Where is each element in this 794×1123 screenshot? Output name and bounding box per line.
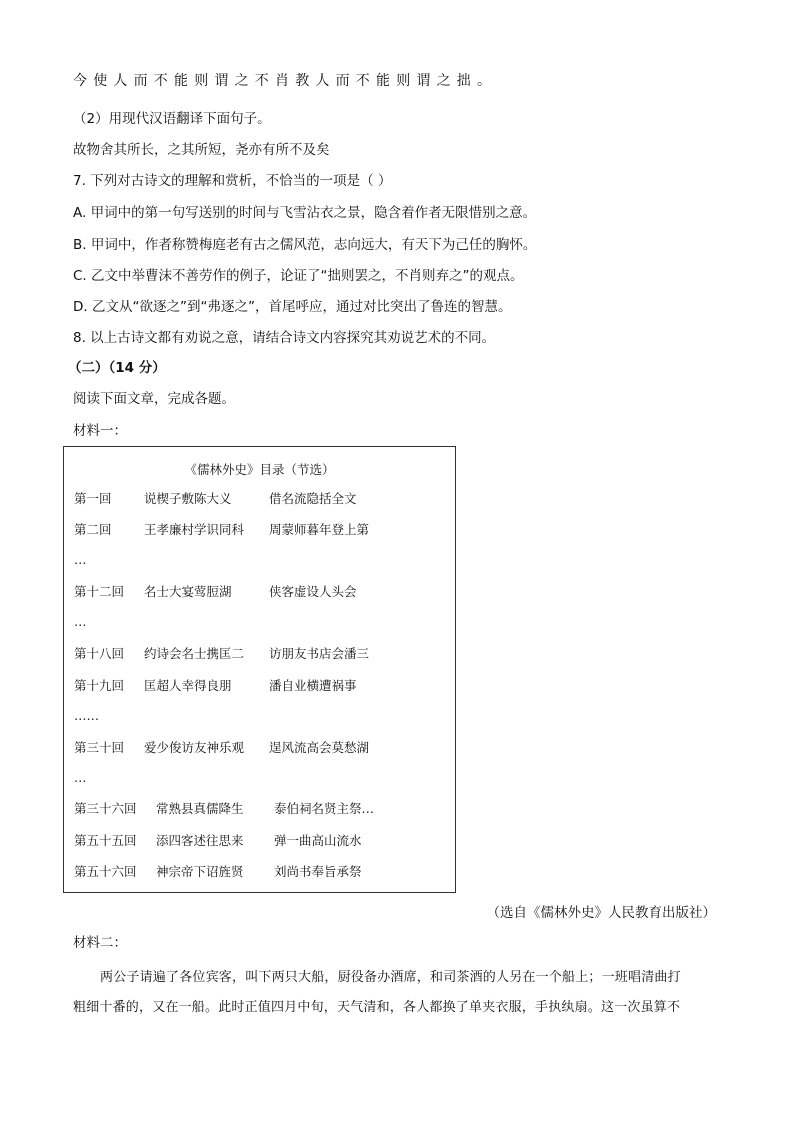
text-line-2: （2）用现代汉语翻译下面句子。: [73, 111, 271, 127]
toc-chapter-number: 第三十回: [74, 740, 125, 755]
toc-chapter-title-b: 潘自业横遭祸事: [269, 678, 357, 693]
text-line-3: 故物舍其所长，之其所短，尧亦有所不及矣: [73, 142, 330, 158]
toc-chapter-number: 第十九回: [74, 678, 125, 693]
toc-chapter-title-a: 添四客述往思来: [156, 833, 244, 848]
toc-chapter-title-b: 刘尚书奉旨承祭: [274, 864, 362, 879]
toc-chapter-title-b: 侠客虚设人头会: [269, 584, 357, 599]
material-1-label: 材料一：: [73, 423, 127, 439]
section-heading: （二）（14 分）: [68, 360, 166, 376]
question-8: 8. 以上古诗文都有劝说之意，请结合诗文内容探究其劝说艺术的不同。: [73, 330, 496, 346]
toc-chapter-number: 第十八回: [74, 646, 125, 661]
question-7: 7. 下列对古诗文的理解和赏析，不恰当的一项是（ ）: [73, 173, 392, 189]
toc-chapter-number: 第五十六回: [74, 864, 137, 879]
toc-chapter-number: …: [74, 552, 87, 567]
material-2-label: 材料二：: [73, 935, 127, 951]
reading-instruction: 阅读下面文章，完成各题。: [73, 391, 235, 407]
text-line-1: 今使人而不能则谓之不肖教人而不能则谓之拙。: [73, 73, 498, 89]
option-c: C. 乙文中举曹沫不善劳作的例子，论证了“拙则罢之，不肖则弃之”的观点。: [73, 268, 524, 284]
source-note: （选自《儒林外史》人民教育出版社）: [486, 905, 716, 921]
toc-chapter-title-a: 王孝廉村学识同科: [144, 522, 245, 537]
material-2-line-1: 两公子请遍了各位宾客，叫下两只大船，厨役备办酒席，和司茶酒的人另在一个船上；一班唱清曲打: [100, 970, 681, 985]
toc-chapter-title-b: 泰伯祠名贤主祭…: [274, 801, 375, 816]
toc-chapter-title-a: 常熟县真儒降生: [156, 801, 244, 816]
toc-chapter-title-b: 逞风流高会莫愁湖: [269, 740, 370, 755]
toc-chapter-title-b: 弹一曲高山流水: [274, 833, 362, 848]
option-d: D. 乙文从“欲逐之”到“弗逐之”，首尾呼应，通过对比突出了鲁连的智慧。: [73, 299, 512, 315]
toc-chapter-title-a: 约诗会名士携匡二: [144, 646, 245, 661]
toc-chapter-title-a: 名士大宴莺脰湖: [144, 584, 232, 599]
material-2-line-2: 粗细十番的，又在一船。此时正值四月中旬，天气清和，各人都换了单夹衣服，手执纨扇。这一次虽算不: [73, 1000, 681, 1015]
toc-chapter-title-b: 访朋友书店会潘三: [269, 646, 370, 661]
toc-chapter-title-a: 匡超人幸得良朋: [144, 678, 232, 693]
toc-chapter-number: 第一回: [74, 491, 112, 506]
toc-chapter-title-a: 爱少俊访友神乐观: [144, 740, 245, 755]
toc-chapter-number: …: [74, 770, 87, 785]
toc-chapter-number: …: [74, 614, 87, 629]
toc-chapter-number: 第二回: [74, 522, 112, 537]
option-a: A. 甲词中的第一句写送别的时间与飞雪沾衣之景，隐含着作者无限惜别之意。: [73, 205, 537, 221]
toc-title: 《儒林外史》目录（节选）: [184, 462, 335, 477]
toc-chapter-number: ……: [74, 708, 99, 723]
toc-chapter-number: 第五十五回: [74, 833, 137, 848]
toc-chapter-title-a: 说楔子敷陈大义: [144, 491, 232, 506]
toc-box: [63, 446, 456, 893]
toc-chapter-title-b: 借名流隐括全文: [269, 491, 357, 506]
toc-chapter-number: 第十二回: [74, 584, 125, 599]
toc-chapter-title-a: 神宗帝下诏旌贤: [156, 864, 244, 879]
toc-chapter-title-b: 周蒙师暮年登上第: [269, 522, 370, 537]
option-b: B. 甲词中，作者称赞梅庭老有古之儒风范，志向远大，有天下为己任的胸怀。: [73, 237, 537, 253]
toc-chapter-number: 第三十六回: [74, 801, 137, 816]
